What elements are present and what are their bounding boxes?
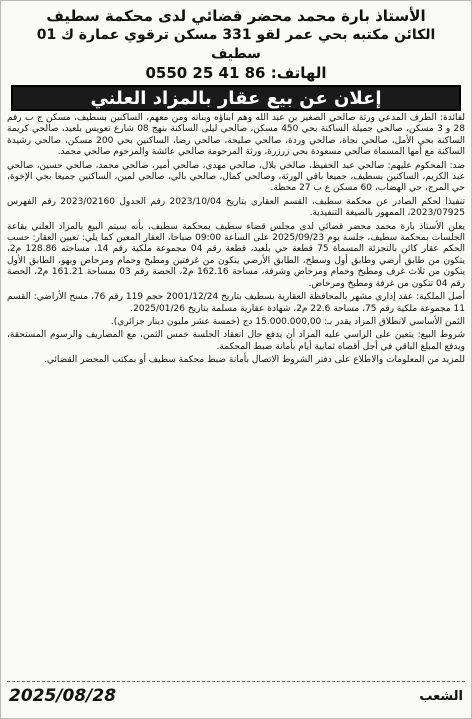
phone-line — [31, 64, 441, 83]
notice-body — [7, 113, 465, 666]
paragraph-property: يعلن الأستاذ بارة محمد محضر قضائي لدى مجلس قضاء سطيف بمحكمة سطيف، بأنه سيتم البيع بالمزاد العلني بقاعة الجلسات بمحكمة سطيف، جلسة يوم 2025/09/23 على الساعة 09:00 صباحا، العقار المعين كما يلي: تعيين العقار: حسب الحكم عقار كائن بالتجزئة المسماة 75 قطعة حي بلعيد، قطعة رقم 04 مجموعة ملكية رقم 14، مساحته 128.86 م2، يتكون من طابق أرضي وطابق أول وسطح، الطابق الأرضي يتكون من غرفتين ومطبخ وحمام ومرحاض وبهو، الطابق الأول يتكون من ثلاث غرف ومطبخ وحمام ومرحاض وشرفة، مساحة 162.16 م2، الحصة رقم 03 بمساحة 161.21 م2، الحصة رقم 04 تتكون من غرفة ومطبخ ومرحاض. — [7, 221, 465, 289]
paragraph-defendants: ضد: المحكوم عليهم: صالحي عبد الحفيظ، صالحي بلال، صالحي مهدي، صالحي أمير، صالحي محمد، صالحي حسين، صالحي عبد الكريم، الساكنين بسطيف، جميعا باقي الورثة، وصالحي كمال، صالحي بالي، صالحي لمين، الساكنين جميعا بحي الإخوة، حي المرج، حي الهضاب، 60 مسكن ع ب 27 محطة. — [7, 160, 465, 194]
footer — [9, 686, 463, 706]
paragraph-ownership: أصل الملكية: عقد إداري مشهر بالمحافظة العقارية بسطيف بتاريخ 2001/12/24 حجم 119 رقم 76، مسح الأراضي: القسم 11 مجموعة ملكية رقم 75، مساحة 22.6 م2، شهادة عقارية مسلمة بتاريخ 2025/01/26. — [7, 292, 465, 314]
office-address: الكائن مكتبه بحي عمر لقو 331 مسكن ترقوي عمارة ك 01 سطيف — [36, 27, 436, 62]
paragraph-judgment: تنفيذا لحكم الصادر عن محكمة سطيف، القسم العقاري بتاريخ 2023/10/04 رقم الجدول 2023/02160 رقم الفهرس 2023/07925، الممهور بالصيغة التنفيذية. — [7, 196, 465, 219]
notice-title-banner: إعلان عن بيع عقار بالمزاد العلني — [11, 85, 461, 111]
bailiff-header — [31, 7, 441, 83]
paragraph-sale-terms: شروط البيع: يتعين على الراسي عليه المزاد أن يدفع حال انعقاد الجلسة خمس الثمن، مع المصاريف والرسوم المستحقة، ويدفع المبلغ الباقي في أجل أقصاه ثمانية أيام بأمانة ضبط المحكمة. — [7, 330, 465, 352]
phone-number: 0550 25 41 86 — [145, 64, 266, 82]
paragraph-contact: للمزيد من المعلومات والاطلاع على دفتر الشروط الاتصال بأمانة ضبط محكمة سطيف أو بمكتب المحضر القضائي. — [44, 355, 465, 366]
paragraph-base-price: الثمن الأساسي لانطلاق المزاد يقدر بـ: 15.000.000,00 دج (خمسة عشر مليون دينار جزائري). — [110, 316, 465, 327]
footer-divider — [7, 681, 465, 682]
phone-label: الهاتف: — [270, 64, 327, 82]
paragraph-claimants: لفائدة: الطرف المدعي ورثة صالحي الصغير بن عبد الله وهم أبناؤه وبناته ومن معهم، الساكنين بسطيف، مسكن ج ب رقم 28 و 3 مسكن، صالحي جميلة الساكنة بحي 450 مسكن، صالحي ليلى الساكنة بنهج 08 شارع تعويس بلعيد، صالحي كريمة الساكنة بحي الأمل، صالحي نجاة، صالحي وردة، صالحي صليحة، صالحي رضا، الساكنين بحي 200 مسكن، صالحي رشيدة الساكنة مع أمها المسماة صالحي مسعودة بحي زرزرة، ورثة المرحومة صالحي عائشة والمرحوم صالحي محمد. — [7, 113, 465, 158]
newspaper-name: الشعب — [419, 688, 463, 704]
publication-date: 2025/08/28 — [9, 686, 117, 706]
bailiff-name: الأستاذ بارة محمد محضر قضائي لدى محكمة سطيف — [46, 7, 426, 25]
